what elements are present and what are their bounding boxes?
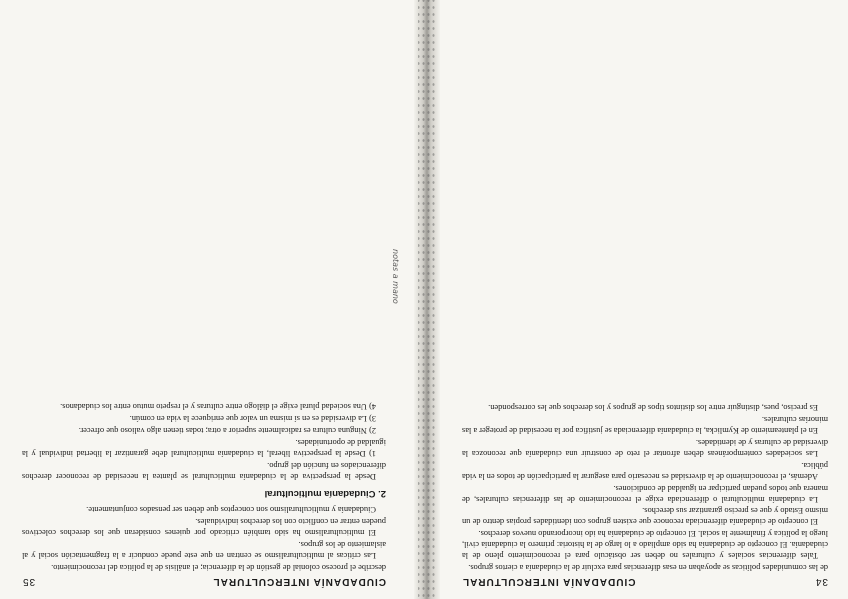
right-paragraph: Las críticas al multiculturalismo se centran en que este puede conducir a la fragmentación social y al aislamiento de los grupos. (22, 540, 386, 561)
right-paragraph: 3) La diversidad es en sí misma un valor que enriquece la vida en común. (129, 414, 376, 424)
left-header-title: CIUDADANÍA INTERCULTURAL (462, 576, 636, 587)
left-page-number: 34 (814, 576, 828, 587)
right-paragraph: 4) Una sociedad plural exige el diálogo entre culturas y el respeto mutuo entre los ciudadanos. (60, 402, 376, 412)
right-paragraph: describe el proceso colonial de gestión de la diferencia; el análisis de la política del reconocimiento. (51, 563, 386, 572)
left-paragraph: Además, el reconocimiento de la diversidad es necesario para asegurar la participación de todos en la vida pública. (462, 460, 828, 481)
left-paragraph: El concepto de ciudadanía diferenciada reconoce que existen grupos con identidades propias dentro de un mismo Estado y que es preciso garantizar sus derechos. (462, 506, 828, 527)
left-paragraph: Tales diferencias sociales y culturales no deben ser obstáculo para el reconocimiento pleno de la ciudadanía. El concepto de ciudadanía ha sido ampliado a lo largo de la historia: primero la ciudadanía civil, luego la política y finalmente la social. El concepto de ciudadanía ha ido incorporando nuevos derechos. (462, 529, 828, 561)
handwritten-margin-note: notas a mano (391, 249, 400, 304)
right-page-number: 35 (22, 576, 36, 587)
left-body-text (462, 401, 828, 572)
right-paragraph: 2) Ninguna cultura es radicalmente superior a otra; todas tienen algo valioso que ofrecer. (78, 426, 376, 436)
section-heading: 2. Ciudadanía multicultural (264, 487, 386, 499)
left-paragraph: La ciudadanía multicultural o diferenciada exige el reconocimiento de las diferencias culturales, de manera que todos puedan participar en igualdad de condiciones. (462, 483, 828, 504)
left-paragraph: En el planteamiento de Kymlicka, la ciudadanía diferenciada se justifica por la necesidad de proteger a las minorías culturales. (461, 415, 828, 436)
right-paragraph: Ciudadanía y multiculturalismo son conceptos que deben ser pensados conjuntamente. (86, 505, 376, 515)
left-running-head (462, 572, 828, 587)
right-body-text (22, 400, 386, 572)
right-paragraph: Desde la perspectiva de la ciudadanía multicultural se plantea la necesidad de reconocer derechos diferenciados en función del grupo. (22, 460, 386, 481)
right-paragraph: El multiculturalismo ha sido también criticado por quienes consideran que los derechos colectivos pueden entrar en conflicto con los derechos individuales. (22, 517, 386, 538)
gutter-speckle (418, 0, 436, 599)
left-paragraph: Es preciso, pues, distinguir entre los distintos tipos de grupos y los derechos que les corresponden. (488, 403, 818, 413)
right-page (0, 0, 414, 599)
right-running-head (22, 572, 386, 587)
right-paragraph: 1) Desde la perspectiva liberal, la ciudadanía multicultural debe garantizar la libertad individual y la igualdad de oportunidades. (22, 437, 386, 458)
left-page (440, 0, 848, 599)
left-paragraph: de las comunidades políticas se apoyaban en esas diferencias para excluir de la ciudadanía a ciertos grupos. (468, 563, 828, 572)
left-paragraph: Las sociedades contemporáneas deben afrontar el reto de construir una ciudadanía que reconozca la diversidad de culturas y de identidades. (462, 438, 828, 458)
right-header-title: CIUDADANÍA INTERCULTURAL (212, 576, 386, 587)
